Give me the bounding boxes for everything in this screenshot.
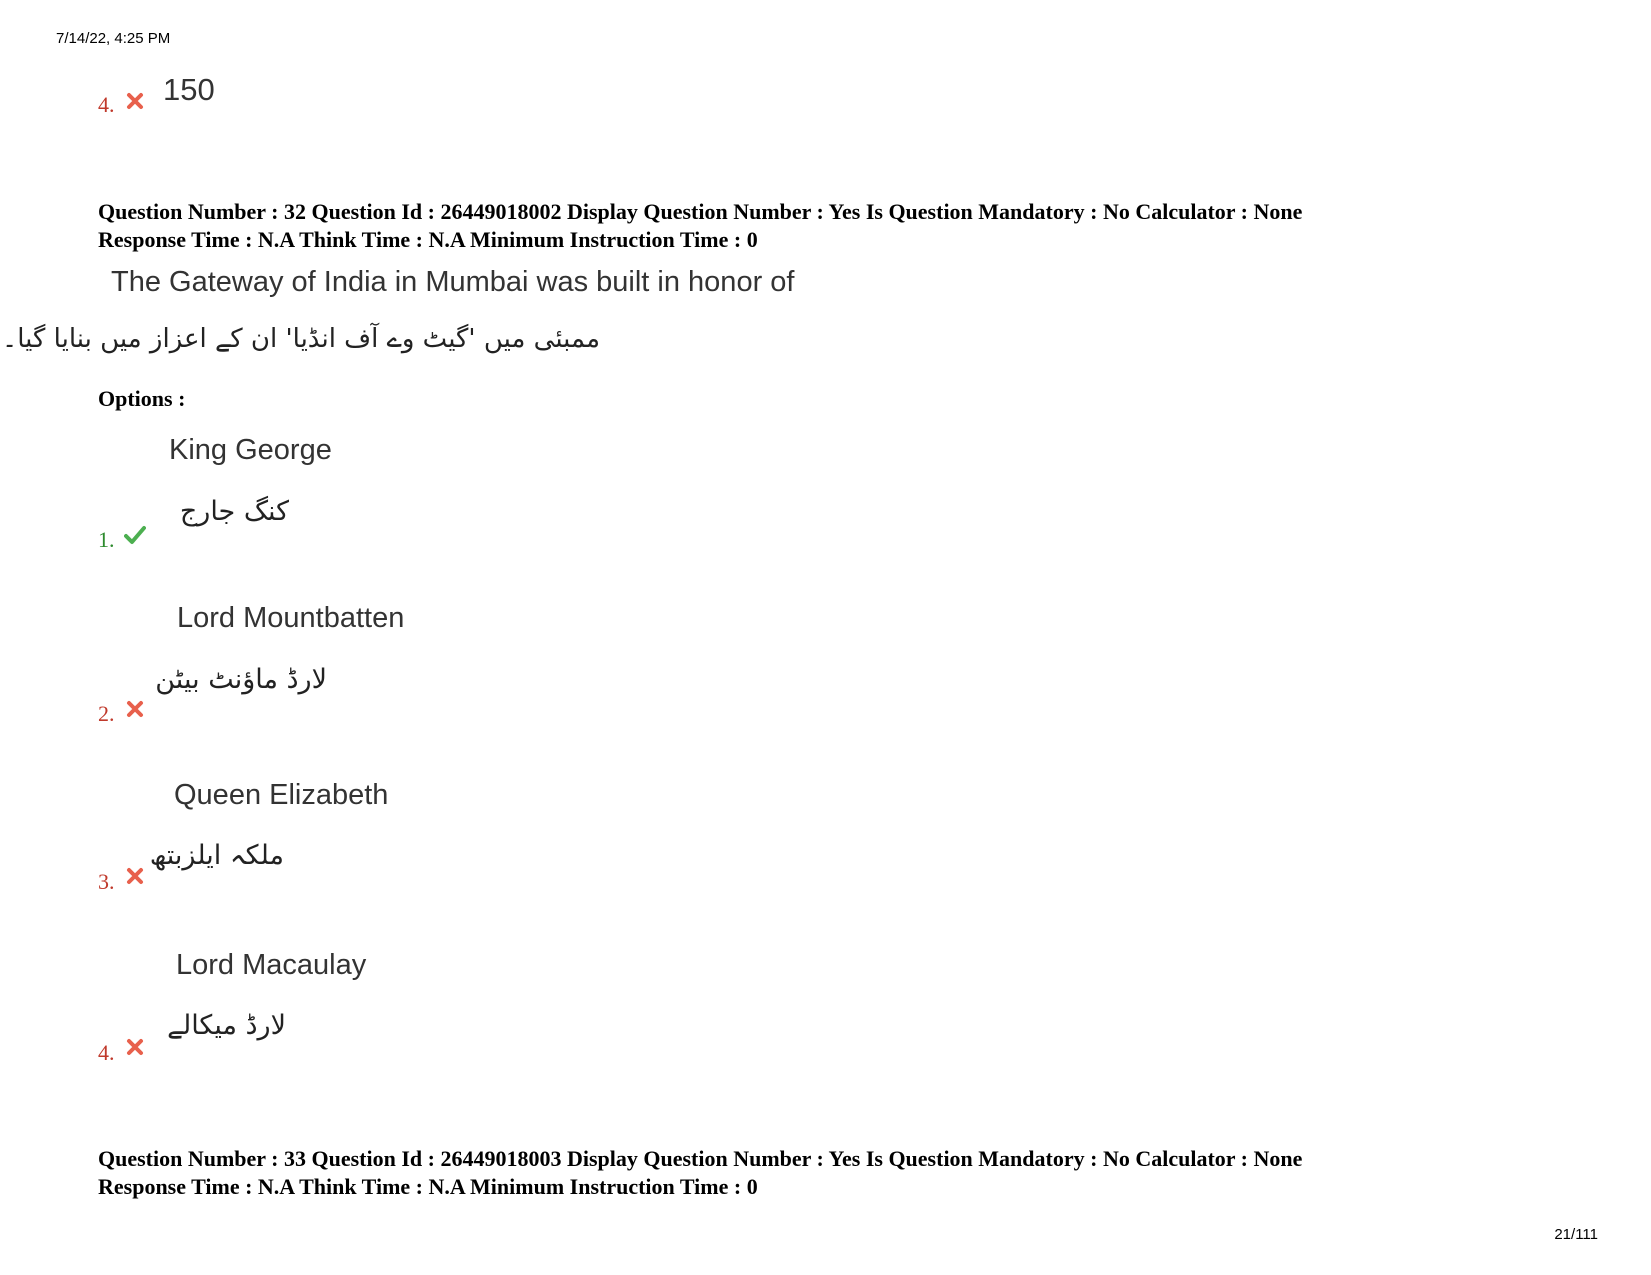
option-2-number: 2. [98,701,115,726]
question-32-meta-line2: Response Time : N.A Think Time : N.A Minimum Instruction Time : 0 [98,227,758,252]
cross-icon [126,700,144,718]
question-33-meta-line1: Question Number : 33 Question Id : 26449018003 Display Question Number : Yes Is Question Mandatory : No Calculator : None [98,1146,1303,1171]
option-1-text-english: King George [169,434,332,466]
option-4-text-urdu: لارڈ میکالے [167,1010,286,1041]
prev-option-4-text: 150 [163,72,215,107]
option-1-text-urdu: کنگ جارج [179,496,289,527]
cross-icon [126,92,144,110]
page-indicator: 21/111 [1554,1226,1598,1243]
option-4-text-english: Lord Macaulay [176,949,367,981]
check-icon [124,525,146,545]
option-1-number: 1. [98,527,115,552]
question-33-meta-line2: Response Time : N.A Think Time : N.A Minimum Instruction Time : 0 [98,1174,758,1199]
question-32-meta-line1: Question Number : 32 Question Id : 26449018002 Display Question Number : Yes Is Question Mandatory : No Calculator : None [98,199,1303,224]
question-32-text-urdu: ممبئی میں 'گیٹ وے آف انڈیا' ان کے اعزاز میں بنایا گیا۔ [2,324,600,354]
question-32-text-english: The Gateway of India in Mumbai was built in honor of [111,266,795,298]
option-4-number: 4. [98,1040,115,1065]
print-timestamp: 7/14/22, 4:25 PM [56,30,171,47]
option-2-text-urdu: لارڈ ماؤنٹ بیٹن [155,664,327,695]
cross-icon [126,867,144,885]
cross-icon [126,1038,144,1056]
options-label: Options : [98,386,186,411]
option-3-text-english: Queen Elizabeth [174,779,389,811]
prev-option-4-number: 4. [98,92,115,117]
option-2-text-english: Lord Mountbatten [177,602,405,634]
option-3-text-urdu: ملکہ ایلزبتھ [149,840,284,871]
option-3-number: 3. [98,869,115,894]
